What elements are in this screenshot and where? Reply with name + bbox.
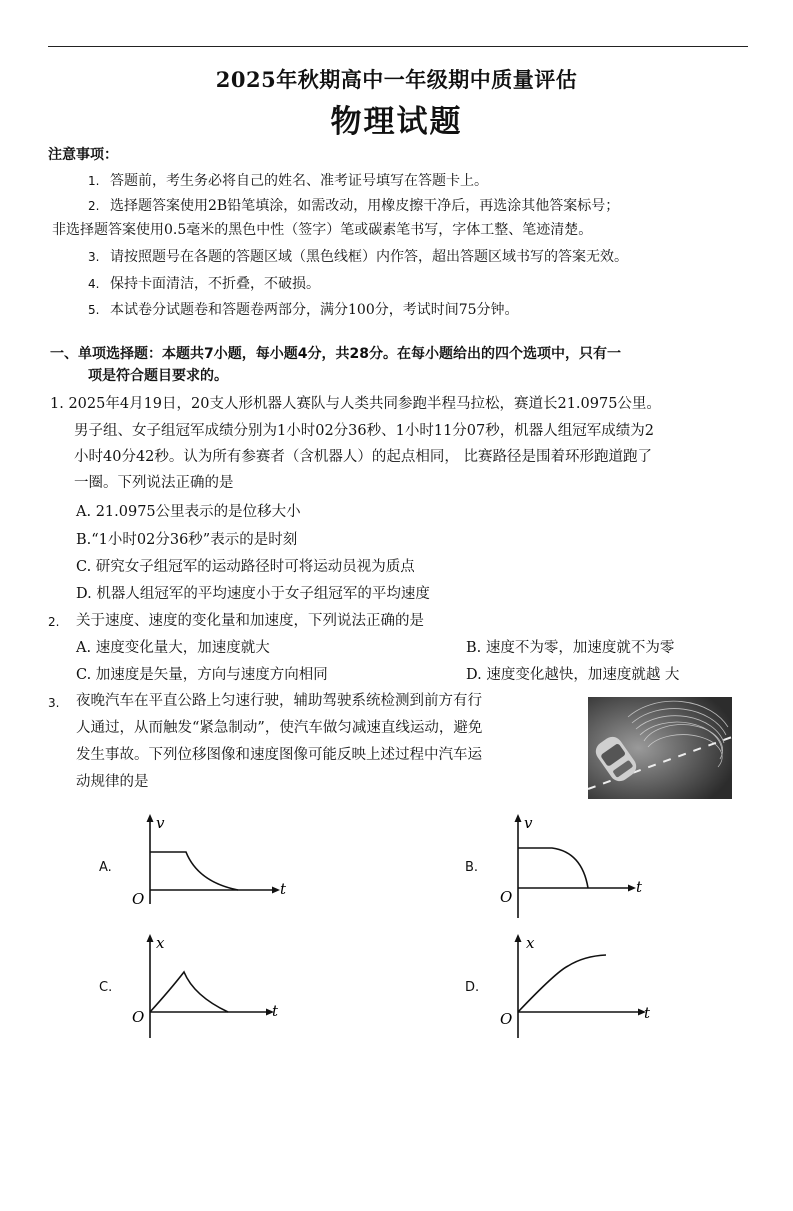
graph-b-label: B. — [465, 860, 479, 875]
graph-d-origin: O — [500, 1010, 513, 1028]
notice-heading: 注意事项： — [48, 147, 118, 163]
graph-c-label: C. — [99, 980, 113, 995]
car-photo — [588, 697, 732, 799]
section-heading-cont: 项是符合题目要求的。 — [88, 368, 228, 384]
graph-b — [496, 812, 666, 926]
q1-stem: 一圈。下列说法正确的是 — [74, 475, 234, 491]
subject-title: 物理试题 — [330, 104, 463, 140]
q2-number: 2. — [48, 615, 60, 629]
q1-option-a: A. 21.0975公里表示的是位移大小 — [76, 504, 301, 520]
graph-d — [496, 932, 661, 1046]
q2-option-c: C. 加速度是矢量，方向与速度方向相同 — [76, 667, 328, 683]
top-rule — [48, 46, 748, 47]
graph-b-y-label: v — [524, 814, 533, 832]
notice-item: 1. 答题前，考生务必将自己的姓名、准考证号填写在答题卡上。 — [88, 173, 488, 189]
q1-stem: 男子组、女子组冠军成绩分别为1小时02分36秒、1小时11分07秒，机器人组冠军成绩为2 — [74, 423, 654, 439]
graph-a-y-label: v — [156, 814, 165, 832]
graph-c-origin: O — [132, 1008, 145, 1026]
graph-d-y-label: x — [526, 934, 535, 952]
q1-option-b: B.“1小时02分36秒”表示的是时刻 — [76, 532, 298, 548]
graph-a-x-label: t — [280, 880, 287, 898]
graph-b-x-label: t — [636, 878, 643, 896]
exam-title: 2025年秋期高中一年级期中质量评估 — [215, 67, 578, 92]
graph-d-x-label: t — [644, 1004, 651, 1022]
graph-a-origin: O — [132, 890, 145, 908]
q2-option-a: A. 速度变化量大，加速度就大 — [76, 640, 270, 656]
section-heading: 一、单项选择题：本题共7小题，每小题4分，共28分。在每小题给出的四个选项中，只有一 — [50, 346, 621, 362]
q3-number: 3. — [48, 696, 60, 710]
notice-item: 5. 本试卷分试题卷和答题卷两部分，满分100分，考试时间75分钟。 — [88, 302, 519, 318]
q1-option-c: C. 研究女子组冠军的运动路径时可将运动员视为质点 — [76, 559, 415, 575]
q2-stem: 关于速度、速度的变化量和加速度，下列说法正确的是 — [76, 613, 424, 629]
graph-c-x-label: t — [272, 1002, 279, 1020]
graph-d-label: D. — [465, 980, 480, 995]
q3-stem: 人通过，从而触发“紧急制动”，使汽车做匀减速直线运动，避免 — [76, 720, 483, 736]
notice-item: 2. 选择题答案使用2B铅笔填涂，如需改动，用橡皮擦干净后，再选涂其他答案标号； — [88, 198, 620, 214]
notice-item-continued: 非选择题答案使用0.5毫米的黑色中性（签字）笔或碳素笔书写，字体工整、笔迹清楚。 — [52, 222, 593, 238]
graph-b-origin: O — [500, 888, 513, 906]
q1-option-d: D. 机器人组冠军的平均速度小于女子组冠军的平均速度 — [76, 586, 430, 602]
notice-item: 3. 请按照题号在各题的答题区域（黑色线框）内作答，超出答题区域书写的答案无效。 — [88, 249, 628, 265]
q1-stem: 1. 2025年4月19日，20支人形机器人赛队与人类共同参跑半程马拉松，赛道长21.0975公里。 — [50, 396, 661, 412]
graph-a — [128, 812, 298, 916]
graph-a-label: A. — [99, 860, 112, 875]
q3-stem: 动规律的是 — [76, 774, 149, 790]
q1-stem: 小时40分42秒。认为所有参赛者（含机器人）的起点相同， 比赛路径是围着环形跑道跑了 — [74, 449, 653, 465]
graph-c-y-label: x — [156, 934, 165, 952]
graph-c — [128, 932, 288, 1046]
notice-item: 4. 保持卡面清洁，不折叠，不破损。 — [88, 276, 320, 292]
q2-option-d: D. 速度变化越快，加速度就越 大 — [466, 667, 680, 683]
q3-stem: 发生事故。下列位移图像和速度图像可能反映上述过程中汽车运 — [76, 747, 482, 763]
q3-stem: 夜晚汽车在平直公路上匀速行驶，辅助驾驶系统检测到前方有行 — [76, 693, 482, 709]
q2-option-b: B. 速度不为零，加速度就不为零 — [466, 640, 675, 656]
